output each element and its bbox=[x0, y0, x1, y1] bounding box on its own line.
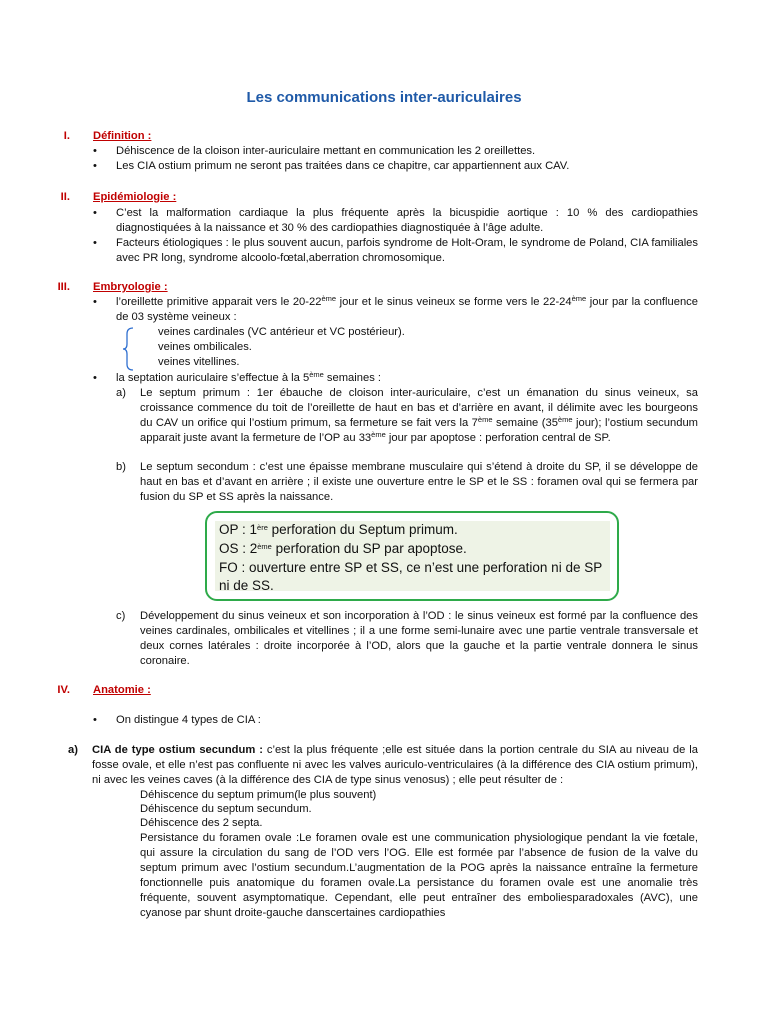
bullet: • bbox=[93, 207, 97, 219]
vein-item: veines cardinales (VC antérieur et VC postérieur). bbox=[158, 326, 405, 338]
list-item: Déhiscence du septum primum(le plus souvent) bbox=[140, 789, 377, 801]
item-label: a) bbox=[116, 387, 126, 399]
bullet-text: C’est la malformation cardiaque la plus fréquente après la bicuspidie aortique : 10 % des cardiopathies diagnostiquées à la naissance et 30 % des cardiopathies diagnostiquée à l’âge adulte. bbox=[116, 207, 698, 234]
septum-secondum-text: Le septum secondum : c’est une épaisse membrane musculaire qui s’étend à droite du SP, il se développe de haut en bas et d’avant en arrière ; il existe une ouverture entre le SP et le SS : foramen oval qui se fermera par fusion du SP et SS après la naissance. bbox=[140, 461, 698, 503]
bullet: • bbox=[93, 160, 97, 172]
vein-item: veines vitellines. bbox=[158, 356, 240, 368]
bullet-text: Facteurs étiologiques : le plus souvent aucun, parfois syndrome de Holt-Oram, le syndrome de Poland, CIA familiales avec PR long, syndrome alcoolo-fœtal,aberration chromosomique. bbox=[116, 237, 698, 264]
list-item: Déhiscence du septum secundum. bbox=[140, 803, 312, 815]
item-label: a) bbox=[68, 744, 78, 756]
foramen-ovale-text: Persistance du foramen ovale :Le foramen ovale est une communication physiologique pendant la vie fœtale, qui assure la circulation du sang de l’OD vers l’OG. Elle est formée par l’absence de fusion de la valve du septum primum avec l’ostium secundum.L’augmentation de la POG après la naissance entraîne la fermeture fonctionnelle puis anatomique du foramen ovale.La persistance du foramen ovale est une anomalie très fréquente, souvent asymptomatique. Cependant, elle peut entraîner des emboliesparadoxales (AVC), une cyanose par shunt droite-gauche danscertaines cardiopathies bbox=[140, 832, 698, 919]
bullet: • bbox=[93, 145, 97, 157]
summary-box bbox=[205, 511, 619, 601]
vein-item: veines ombilicales. bbox=[158, 341, 252, 353]
item-label: c) bbox=[116, 610, 126, 622]
bullet: • bbox=[93, 714, 97, 726]
page-title: Les communications inter-auriculaires bbox=[246, 89, 522, 106]
section-title-anatomie: Anatomie : bbox=[93, 684, 151, 696]
bullet: • bbox=[93, 296, 97, 308]
box-line-fo: FO : ouverture entre SP et SS, ce n’est une perforation ni de SP ni de SS. bbox=[219, 560, 602, 593]
bullet-text: la septation auriculaire s’effectue à la 5ème semaines : bbox=[116, 370, 382, 384]
brace-icon bbox=[122, 326, 136, 372]
section-number: I. bbox=[63, 130, 70, 142]
bullet-text: l’oreillette primitive apparait vers le 20-22ème jour et le sinus veineux se forme vers le 22-24ème jour par la confluence de 03 système veineux : bbox=[116, 294, 698, 323]
section-title-embryologie: Embryologie : bbox=[93, 281, 168, 293]
ostium-secundum-text: CIA de type ostium secundum : c’est la plus fréquente ;elle est située dans la portion centrale du SIA au niveau de la fosse ovale, et elle n’est pas confluente ni avec les valves auriculo-ventriculaires (à la différence des CIA ostium primum), ni avec les veines caves (à la différence des CIA de type sinus venosus) ; elle peut résulter de : bbox=[92, 744, 699, 786]
section-number: II. bbox=[60, 191, 70, 203]
box-line-os: OS : 2ème perforation du SP par apoptose. bbox=[219, 541, 467, 556]
section-title-definition: Définition : bbox=[93, 130, 152, 142]
section-number: III. bbox=[57, 281, 70, 293]
box-line-op: OP : 1ère perforation du Septum primum. bbox=[219, 522, 458, 537]
bullet-text: Déhiscence de la cloison inter-auriculaire mettant en communication les 2 oreillettes. bbox=[116, 145, 536, 157]
list-item: Déhiscence des 2 septa. bbox=[140, 817, 263, 829]
section-number: IV. bbox=[57, 684, 70, 696]
bullet: • bbox=[93, 372, 97, 384]
item-label: b) bbox=[116, 461, 126, 473]
septum-primum-text: Le septum primum : 1er ébauche de cloison inter-auriculaire, c’est un émanation du sinus veineux, sa croissance commence du toit de l’oreillette de haut en bas et d’arrière en avant, il délimite avec les bourgeons du CAV un orifice qui l’ostium primum, sa fermeture se fait vers la 7ème semaine (35ème jour); l’ostium secundum apparait juste avant la fermeture de l’OP au 33ème jour par apoptose : perforation central de SP. bbox=[140, 387, 698, 444]
bullet-text: On distingue 4 types de CIA : bbox=[116, 714, 261, 726]
bullet: • bbox=[93, 237, 97, 249]
sinus-veineux-text: Développement du sinus veineux et son incorporation à l’OD : le sinus veineux est formé par la confluence des veines cardinales, ombilicales et vitellines ; il a une forme semi-lunaire avec une partie ventrale transversale et deux cornes latérales : droite incorporée à l’OD, alors que la gauche et la partie ventrale donnera le sinus coronaire. bbox=[140, 610, 698, 667]
bullet-text: Les CIA ostium primum ne seront pas traitées dans ce chapitre, car appartiennent aux CAV. bbox=[116, 160, 570, 172]
section-title-epidemiologie: Epidémiologie : bbox=[93, 191, 177, 203]
